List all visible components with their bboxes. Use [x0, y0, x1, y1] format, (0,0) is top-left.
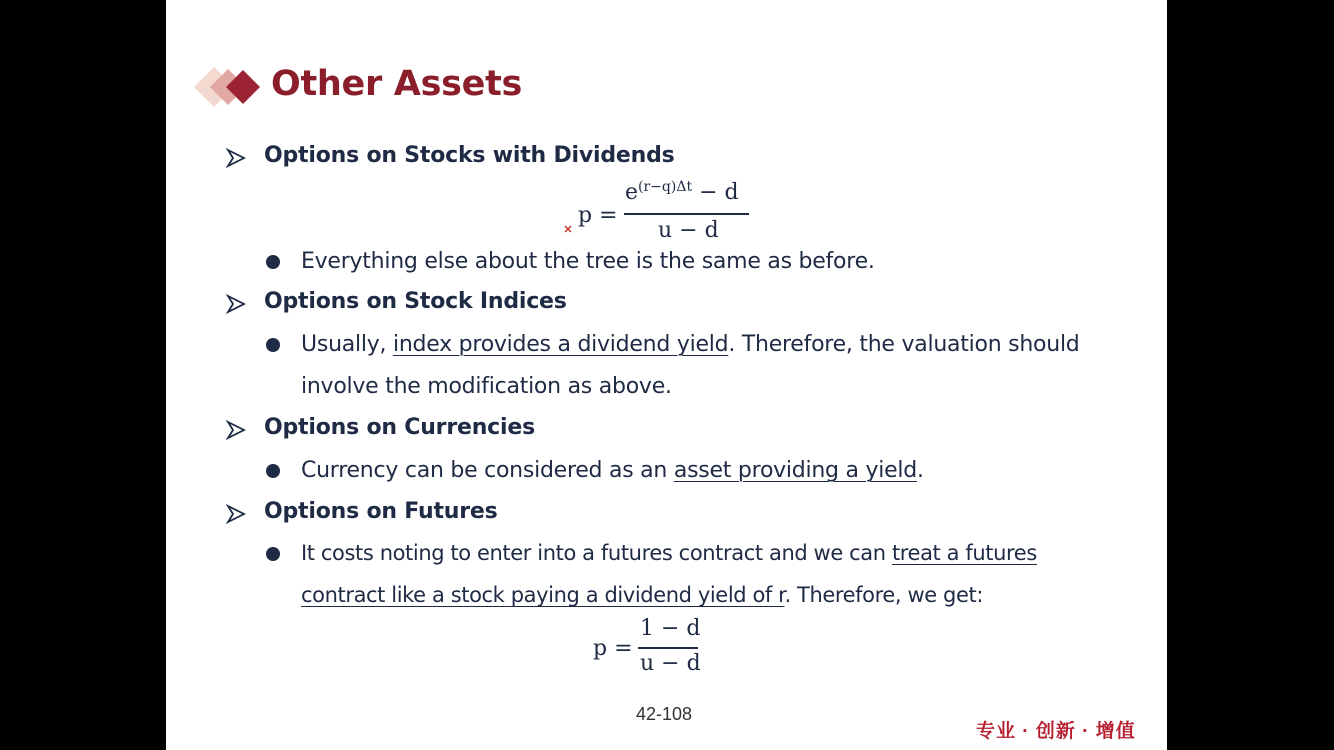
formula-dividends [576, 178, 756, 248]
slide-title: Other Assets [271, 64, 523, 104]
diamond-logo-icon [192, 62, 264, 112]
page-number: 42-108 [636, 704, 693, 724]
arrow-bullet-icon [226, 294, 246, 314]
bullet-text-futures-line2: contract like a stock paying a dividend yield of r. Therefore, we get: [301, 583, 983, 607]
formula-denominator: u − d [658, 218, 719, 243]
formula-lhs: p = [578, 203, 618, 228]
formula-numerator: 1 − d [640, 616, 701, 641]
underlined-phrase: treat a futures [891, 541, 1037, 565]
bullet-dot-icon [266, 255, 280, 269]
bullet-dot-icon [266, 338, 280, 352]
slide [166, 0, 1167, 750]
section-heading-futures: Options on Futures [264, 499, 498, 524]
bullet-text-futures: It costs noting to enter into a futures contract and we can treat a futures [301, 541, 1037, 565]
underlined-phrase: contract like a stock paying a dividend yield of r [301, 583, 785, 607]
bullet-text-indices: Usually, index provides a dividend yield. Therefore, the valuation should [301, 332, 1080, 357]
underlined-phrase: index provides a dividend yield [392, 332, 729, 357]
bullet-dot-icon [266, 547, 280, 561]
formula-numerator: $e^{(r-q)\Delta t} - d$ [625, 179, 739, 205]
pointer-mark-icon [564, 225, 572, 233]
arrow-bullet-icon [226, 148, 246, 168]
bullet-text-tree: Everything else about the tree is the same as before. [301, 249, 875, 274]
arrow-bullet-icon [226, 504, 246, 524]
formula-lhs: p = [593, 636, 633, 661]
section-heading-dividends: Options on Stocks with Dividends [264, 143, 675, 168]
bullet-text-currencies: Currency can be considered as an asset providing a yield. [301, 458, 924, 483]
bullet-text-indices-line2: involve the modification as above. [301, 374, 672, 399]
section-heading-currencies: Options on Currencies [264, 415, 535, 440]
fraction-bar [638, 647, 698, 649]
brand-slogan: 专业 · 创新 · 增值 [976, 721, 1136, 742]
bullet-dot-icon [266, 464, 280, 478]
arrow-bullet-icon [226, 420, 246, 440]
formula-futures [591, 614, 711, 680]
formula-denominator: u − d [640, 651, 701, 676]
fraction-bar [624, 213, 749, 215]
underlined-phrase: asset providing a yield [673, 458, 917, 483]
section-heading-indices: Options on Stock Indices [264, 289, 567, 314]
